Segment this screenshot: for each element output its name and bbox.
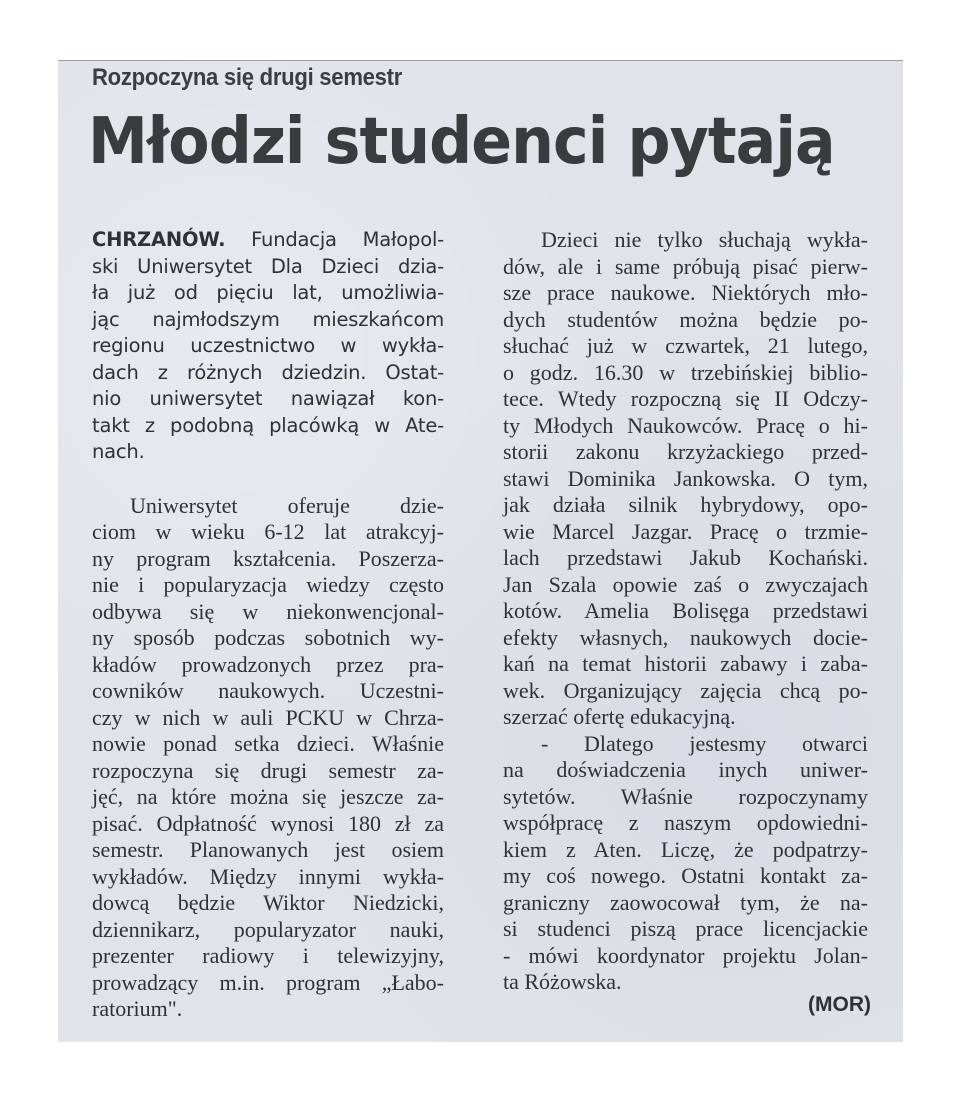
text-line: na doświadczenia inych uniwer- [503, 757, 868, 782]
article-kicker: Rozpoczyna się drugi semestr [92, 64, 403, 91]
text-line: regionu uczestnictwo w wykła- [92, 334, 444, 357]
text-line: cowników naukowych. Uczestni- [92, 678, 444, 703]
text-line: takt z podobną placówką w Ate- [92, 413, 444, 437]
text-line: dziennikarz, popularyzator nauki, [92, 916, 444, 942]
newspaper-clipping [58, 60, 903, 1042]
text-line: Dzieci nie tylko słuchają wykła- [541, 227, 868, 252]
text-line: kładów prowadzonych przez pra- [92, 651, 444, 677]
text-line: ny sposób podczas sobotnich wy- [92, 625, 444, 650]
text-line: semestr. Planowanych jest osiem [92, 837, 444, 862]
text-line: efekty własnych, naukowych docie- [503, 624, 868, 650]
quote-paragraph [503, 731, 868, 996]
text-line: - mówi koordynator projektu Jolan- [503, 942, 868, 968]
text-line: wie Marcel Jazgar. Pracę o trzmie- [503, 518, 868, 544]
text-line: dach z różnych dziedzin. Ostat- [92, 360, 444, 384]
text-line: kań na temat historii zabawy i zaba- [503, 651, 868, 676]
dateline-place: CHRZANÓW. [92, 228, 226, 251]
paragraph-gap [92, 466, 444, 493]
text-line: si studenci piszą prace licencjackie [503, 916, 868, 941]
text-line: pisać. Odpłatność wynosi 180 zł za [92, 810, 444, 836]
lead-paragraph [92, 227, 444, 466]
text-line: ty Młodych Naukowców. Pracę o hi- [503, 412, 868, 438]
text-line: ciom w wieku 6-12 lat atrakcyj- [92, 519, 444, 544]
text-line: graniczny zaowocował tym, że na- [503, 889, 868, 915]
text-line: my coś nowego. Ostatni kontakt za- [503, 863, 868, 888]
text-line: ratorium". [92, 996, 183, 1021]
text-line [92, 227, 444, 254]
text-line: jęć, na które można się jeszcze za- [92, 784, 444, 809]
text-line: nio uniwersytet nawiązał kon- [92, 387, 444, 410]
text-line: dych studentów można będzie po- [503, 306, 868, 332]
text-line: odbywa się w niekonwencjonal- [92, 598, 444, 624]
article-headline: Młodzi studenci pytają [88, 105, 835, 179]
text-line: słuchać już w czwartek, 21 lutego, [503, 333, 868, 358]
text-line: ta Różowska. [503, 969, 622, 994]
text-line: jak działa silnik hybrydowy, opo- [503, 492, 868, 517]
text-line: nie i popularyzacja wiedzy często [92, 572, 444, 597]
author-byline: (MOR) [808, 993, 871, 1016]
text-line: Uniwersytet oferuje dzie- [130, 492, 444, 518]
left-column [92, 227, 444, 1023]
text-line: wykładów. Między innymi wykła- [92, 863, 444, 889]
text-line: Jan Szala opowie zaś o zwyczajach [503, 571, 868, 597]
right-column [503, 227, 868, 996]
text-line: współpracę z naszym opdowiedni- [503, 810, 868, 835]
text-line: sytetów. Właśnie rozpoczynamy [503, 783, 868, 809]
text-line: o godz. 16.30 w trzebińskiej biblio- [503, 359, 868, 385]
text-line: stawi Dominika Jankowska. O tym, [503, 465, 868, 491]
text-line: szerzać ofertę edukacyjną. [503, 704, 736, 729]
text-line: ski Uniwersytet Dla Dzieci dzia- [92, 254, 444, 278]
lead-text: Fundacja Małopol- [225, 228, 444, 251]
text-line: rozpoczyna się drugi semestr za- [92, 757, 444, 783]
text-line: prezenter radiowy i telewizyjny, [92, 943, 444, 968]
text-line: czy w nich w auli PCKU w Chrza- [92, 704, 444, 730]
text-line: storii zakonu krzyżackiego przed- [503, 439, 868, 464]
text-line: ła już od pięciu lat, umożliwia- [92, 281, 444, 304]
text-line: jąc najmłodszym mieszkańcom [92, 307, 444, 331]
text-line: nowie ponad setka dzieci. Właśnie [92, 731, 444, 756]
text-line: nach. [92, 440, 145, 463]
text-line: dów, ale i same próbują pisać pierw- [503, 253, 868, 279]
body-paragraph [92, 493, 444, 1023]
text-line: sze prace naukowe. Niektórych mło- [503, 280, 868, 305]
text-line: dowcą będzie Wiktor Niedzicki, [92, 890, 444, 915]
text-line: prowadzący m.in. program „Łabo- [92, 969, 444, 995]
body-paragraph [503, 227, 868, 731]
text-line: lach przedstawi Jakub Kochański. [503, 545, 868, 570]
text-line: kiem z Aten. Liczę, że podpatrzy- [503, 836, 868, 862]
text-line: ny program kształcenia. Poszerza- [92, 545, 444, 571]
text-line: kotów. Amelia Bolisęga przedstawi [503, 598, 868, 623]
text-line: wek. Organizujący zajęcia chcą po- [503, 677, 868, 703]
text-line: - Dlatego jestesmy otwarci [541, 730, 868, 756]
text-line: tece. Wtedy rozpoczną się II Odczy- [503, 386, 868, 411]
